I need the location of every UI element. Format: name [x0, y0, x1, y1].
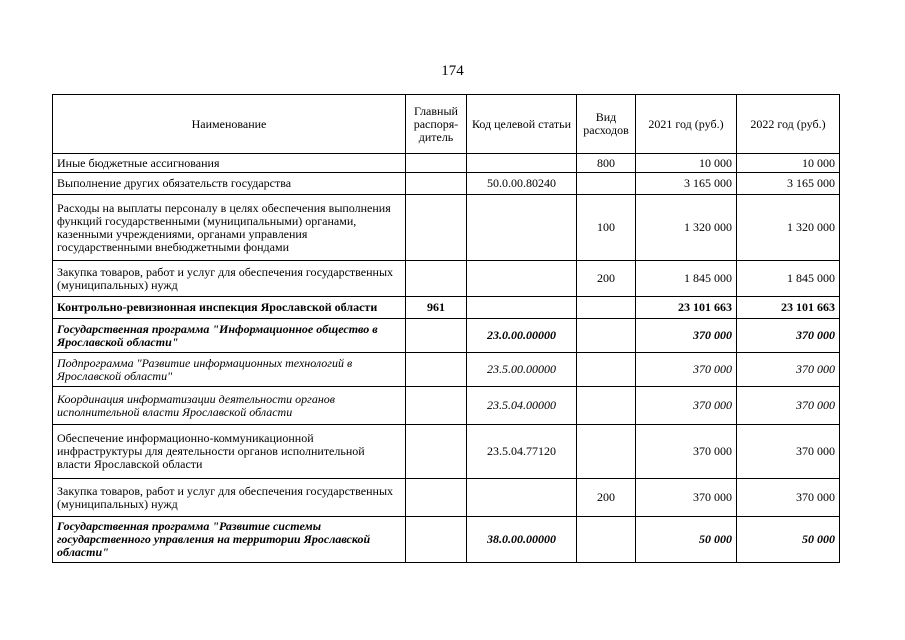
cell-2021: 370 000 — [636, 387, 737, 425]
cell-2022: 23 101 663 — [737, 297, 840, 319]
cell-code — [467, 297, 577, 319]
cell-2021: 1 845 000 — [636, 261, 737, 297]
cell-type — [577, 173, 636, 195]
table-row — [53, 479, 840, 517]
cell-name: Подпрограмма "Развитие информационных технологий в Ярославской области" — [53, 353, 406, 387]
cell-name: Расходы на выплаты персоналу в целях обеспечения выполнения функций государственными (муниципальными) органами, казенными учреждениями, органами управления государственными внебюджетными фондами — [53, 195, 406, 261]
table-row — [53, 261, 840, 297]
cell-2022: 3 165 000 — [737, 173, 840, 195]
cell-manager — [406, 195, 467, 261]
cell-type — [577, 353, 636, 387]
cell-2021: 1 320 000 — [636, 195, 737, 261]
cell-code — [467, 479, 577, 517]
cell-2022: 370 000 — [737, 479, 840, 517]
cell-2021: 10 000 — [636, 154, 737, 173]
cell-type — [577, 517, 636, 563]
cell-manager — [406, 173, 467, 195]
header-2022: 2022 год (руб.) — [737, 95, 840, 154]
header-manager: Главный распоря-дитель — [406, 95, 467, 154]
cell-2021: 370 000 — [636, 319, 737, 353]
cell-2021: 3 165 000 — [636, 173, 737, 195]
table-row — [53, 353, 840, 387]
cell-manager — [406, 425, 467, 479]
table-row — [53, 517, 840, 563]
cell-type — [577, 387, 636, 425]
cell-2021: 370 000 — [636, 353, 737, 387]
cell-manager — [406, 261, 467, 297]
cell-code — [467, 261, 577, 297]
cell-code: 23.0.00.00000 — [467, 319, 577, 353]
cell-name: Обеспечение информационно-коммуникационной инфраструктуры для деятельности органов исполнительной власти Ярославской области — [53, 425, 406, 479]
cell-type — [577, 319, 636, 353]
cell-code: 50.0.00.80240 — [467, 173, 577, 195]
cell-name: Координация информатизации деятельности органов исполнительной власти Ярославской области — [53, 387, 406, 425]
cell-2022: 370 000 — [737, 387, 840, 425]
cell-code: 38.0.00.00000 — [467, 517, 577, 563]
header-name: Наименование — [53, 95, 406, 154]
cell-code: 23.5.00.00000 — [467, 353, 577, 387]
table-row — [53, 297, 840, 319]
cell-2021: 23 101 663 — [636, 297, 737, 319]
cell-code: 23.5.04.77120 — [467, 425, 577, 479]
cell-2022: 370 000 — [737, 319, 840, 353]
cell-manager — [406, 154, 467, 173]
cell-manager: 961 — [406, 297, 467, 319]
cell-2021: 50 000 — [636, 517, 737, 563]
cell-type: 200 — [577, 261, 636, 297]
cell-type: 200 — [577, 479, 636, 517]
cell-name: Закупка товаров, работ и услуг для обеспечения государственных (муниципальных) нужд — [53, 479, 406, 517]
header-2021: 2021 год (руб.) — [636, 95, 737, 154]
cell-2021: 370 000 — [636, 425, 737, 479]
cell-name: Иные бюджетные ассигнования — [53, 154, 406, 173]
table-row — [53, 387, 840, 425]
table-row — [53, 319, 840, 353]
header-code: Код целевой статьи — [467, 95, 577, 154]
cell-type — [577, 297, 636, 319]
table-row — [53, 154, 840, 173]
cell-name: Закупка товаров, работ и услуг для обеспечения государственных (муниципальных) нужд — [53, 261, 406, 297]
cell-2021: 370 000 — [636, 479, 737, 517]
cell-type — [577, 425, 636, 479]
cell-name: Выполнение других обязательств государства — [53, 173, 406, 195]
cell-2022: 370 000 — [737, 353, 840, 387]
cell-2022: 1 320 000 — [737, 195, 840, 261]
cell-2022: 10 000 — [737, 154, 840, 173]
cell-name: Контрольно-ревизионная инспекция Ярославской области — [53, 297, 406, 319]
budget-table — [52, 94, 840, 563]
cell-code — [467, 154, 577, 173]
cell-type: 800 — [577, 154, 636, 173]
cell-2022: 1 845 000 — [737, 261, 840, 297]
table-row — [53, 425, 840, 479]
page-number: 174 — [441, 63, 464, 79]
table-row — [53, 195, 840, 261]
cell-name: Государственная программа "Развитие системы государственного управления на территории Ярославской области" — [53, 517, 406, 563]
cell-name: Государственная программа "Информационное общество в Ярославской области" — [53, 319, 406, 353]
header-type: Вид расходов — [577, 95, 636, 154]
table-row — [53, 173, 840, 195]
table-header-row — [53, 95, 840, 154]
cell-manager — [406, 319, 467, 353]
cell-2022: 50 000 — [737, 517, 840, 563]
cell-code — [467, 195, 577, 261]
cell-type: 100 — [577, 195, 636, 261]
cell-manager — [406, 479, 467, 517]
cell-manager — [406, 353, 467, 387]
cell-manager — [406, 517, 467, 563]
cell-2022: 370 000 — [737, 425, 840, 479]
cell-code: 23.5.04.00000 — [467, 387, 577, 425]
cell-manager — [406, 387, 467, 425]
